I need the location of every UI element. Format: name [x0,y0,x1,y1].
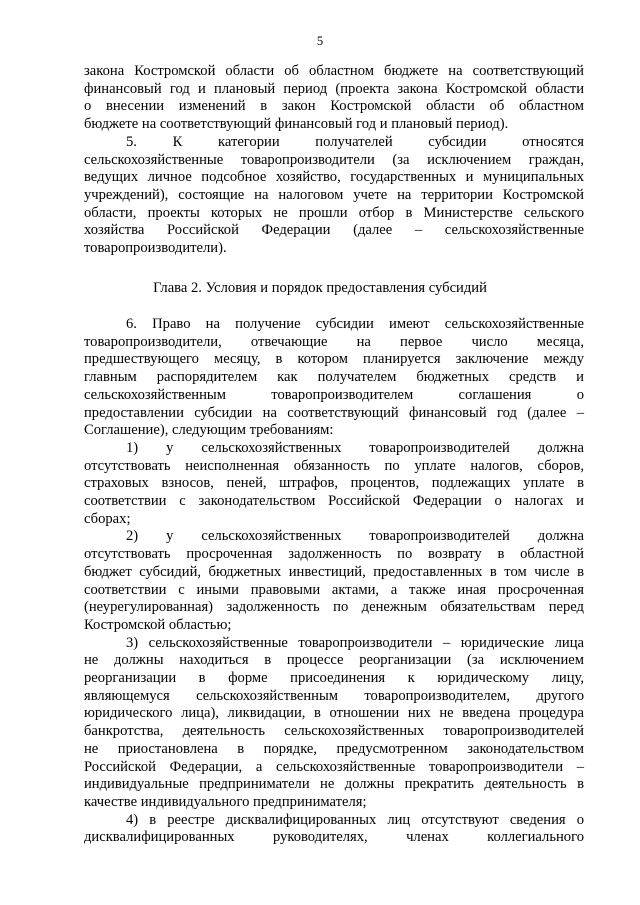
text-line: 6. Право на получение субсидии имеют сельскохозяйственные [126,316,584,332]
text-line: дисквалифицированных руководителях, членах коллегиального [84,829,584,846]
text-line: главным распорядителем как получателем бюджетных средств и [84,369,584,386]
text-line: о внесении изменений в закон Костромской области об областном [84,98,584,115]
text-line: юридического лица), ликвидации, в отношении них не введена процедура [84,705,584,722]
text-line: бюджете на соответствующий финансовый год и плановый период). [84,116,509,133]
text-line: Костромской областью; [84,616,232,633]
text-line: 4) в реестре дисквалифицированных лиц отсутствуют сведения о [126,811,584,828]
text-line: банкротства, деятельность сельскохозяйственных товаропроизводителей [84,723,584,740]
text-line: товаропроизводители). [84,240,227,257]
text-line: учреждений), состоящие на налоговом учете на территории Костромской [84,186,584,203]
text-line: предоставлении субсидии на соответствующий финансовый год (далее – [84,404,584,421]
text-line: ведущих личное подсобное хозяйство, государственных и муниципальных [84,169,584,186]
paragraph-block-main [84,316,584,847]
text-line: предшествующего месяцу, в котором планируется заключение между [84,351,584,368]
text-line: индивидуальные предприниматели не должны прекратить деятельность в [84,776,584,793]
text-line: страховых взносов, пеней, штрафов, процентов, подлежащих уплате в [84,475,584,492]
text-line: финансовый год и плановый период (проекта закона Костромской области [84,80,584,97]
text-line: сельскохозяйственные товаропроизводители (за исключением граждан, [84,151,584,168]
chapter-heading: Глава 2. Условия и порядок предоставления субсидий [153,280,487,296]
text-line: бюджет субсидий, бюджетных инвестиций, предоставленных в том числе в [84,563,584,580]
text-line: реорганизации в форме присоединения к юридическому лицу, [84,670,584,687]
text-line: Российской Федерации, а сельскохозяйственные товаропроизводители – [84,758,584,775]
text-line: хозяйства Российской Федерации (далее – сельскохозяйственные [84,222,584,239]
page-number: 5 [316,34,324,48]
text-line: не должны находиться в процессе реорганизации (за исключением [84,652,584,669]
text-line: сельскохозяйственным товаропроизводителем соглашения о [84,386,584,403]
text-line: соответствии с иными правовыми актами, а также иная просроченная [84,581,584,598]
text-line: отсутствовать просроченная задолженность по возврату в областной [84,546,584,563]
text-line: являющемуся сельскохозяйственным товаропроизводителем, другого [84,687,584,704]
text-line: соответствии с законодательством Российской Федерации о налогах и [84,493,584,510]
text-line: 2) у сельскохозяйственных товаропроизводителей должна [126,528,584,545]
text-line: Соглашение), следующим требованиям: [84,422,334,439]
text-line: качестве индивидуального предпринимателя; [84,793,367,810]
text-line: 3) сельскохозяйственные товаропроизводители – юридические лица [126,634,584,651]
text-line: 1) у сельскохозяйственных товаропроизводителей должна [126,439,584,456]
text-line: 5. К категории получателей субсидии относятся [126,133,584,150]
text-line: товаропроизводители, отвечающие на первое число месяца, [84,333,584,350]
text-line: сборах; [84,510,131,527]
text-line: области, проекты которых не прошли отбор в Министерстве сельского [84,204,584,221]
text-line: (неурегулированная) задолженность по денежным обязательствам перед [84,599,584,616]
text-line: отсутствовать неисполненная обязанность по уплате налогов, сборов, [84,457,584,474]
text-line: закона Костромской области об областном бюджете на соответствующий [84,63,584,79]
text-line: не приостановлена в порядке, предусмотренном законодательством [84,740,584,757]
paragraph-block-top [84,63,584,258]
